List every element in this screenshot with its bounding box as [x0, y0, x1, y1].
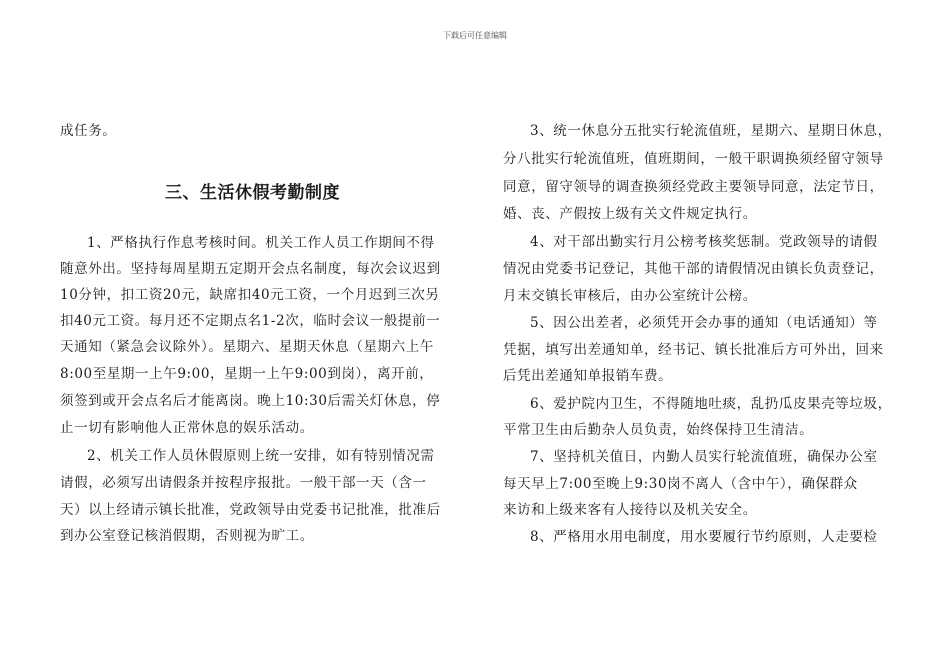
- paragraph-7-line: 7、坚持机关值日，内勤人员实行轮流值班，确保办公室: [530, 449, 878, 465]
- right-column: [503, 0, 896, 658]
- paragraph-1-line: 止一切有影响他人正常休息的娱乐活动。: [60, 420, 314, 436]
- paragraph-1-line: 8:00至星期一上午9:00，星期一上午9:00到岗），离开前，: [60, 366, 434, 382]
- paragraph-1-line: 10分钟，扣工资20元，缺席扣40元工资，一个月迟到三次另: [60, 287, 440, 303]
- paragraph-6-line: 6、爱护院内卫生，不得随地吐痰，乱扔瓜皮果壳等垃圾，: [530, 396, 892, 412]
- paragraph-4-line: 4、对干部出勤实行月公榜考核奖惩制。党政领导的请假: [530, 234, 878, 250]
- paragraph-2-line: 请假，必须写出请假条并按程序报批。一般干部一天（含一: [60, 475, 427, 491]
- paragraph-5-line: 5、因公出差者，必须凭开会办事的通知（电话通知）等: [530, 315, 878, 331]
- paragraph-1-line: 须签到或开会点名后才能离岗。晚上10:30后需关灯休息，停: [60, 393, 441, 409]
- section-title: 三、生活休假考勤制度: [165, 183, 340, 203]
- paragraph-6-line: 平常卫生由后勤杂人员负责，始终保持卫生清洁。: [503, 422, 814, 438]
- paragraph-3-line: 同意，留守领导的调查换须经党政主要领导同意，法定节日，: [503, 179, 884, 195]
- paragraph-8-line: 8、严格用水用电制度，用水要履行节约原则，人走要检: [530, 529, 878, 545]
- paragraph-1-line: 扣40元工资。每月还不定期点名1-2次，临时会议一般提前一: [60, 313, 441, 329]
- paragraph-5-line: 凭据，填写出差通知单，经书记、镇长批准后方可外出，回来: [503, 342, 884, 358]
- paragraph-2-line: 到办公室登记核消假期，否则视为旷工。: [60, 528, 314, 544]
- paragraph-2-line: 天）以上经请示镇长批准，党政领导由党委书记批准，批准后: [60, 502, 441, 518]
- paragraph-1-line: 1、严格执行作息考核时间。机关工作人员工作期间不得: [87, 235, 435, 251]
- left-column: [60, 0, 445, 658]
- paragraph-7-line: 每天早上7:00至晚上9:30岗不离人（含中午），确保群众: [503, 476, 858, 492]
- paragraph-4-line: 月末交镇长审核后，由办公室统计公榜。: [503, 288, 757, 304]
- paragraph-3-line: 分八批实行轮流值班，值班期间，一般干职调换须经留守领导: [503, 151, 884, 167]
- paragraph-1-line: 天通知（紧急会议除外）。星期六、星期天休息（星期六上午: [60, 339, 434, 355]
- paragraph-3-line: 3、统一休息分五批实行轮流值班，星期六、星期日休息，: [530, 123, 892, 139]
- text-line: 成任务。: [60, 123, 117, 139]
- paragraph-1-line: 随意外出。坚持每周星期五定期开会点名制度，每次会议迟到: [60, 261, 441, 277]
- paragraph-3-line: 婚、丧、产假按上级有关文件规定执行。: [503, 206, 757, 222]
- paragraph-2-line: 2、机关工作人员休假原则上统一安排，如有特别情况需: [87, 448, 435, 464]
- paragraph-4-line: 情况由党委书记登记，其他干部的请假情况由镇长负责登记，: [503, 261, 884, 277]
- header-note: 下载后可任意编辑: [443, 31, 507, 40]
- paragraph-7-line: 来访和上级来客有人接待以及机关安全。: [503, 502, 757, 518]
- paragraph-5-line: 后凭出差通知单报销车费。: [503, 368, 673, 384]
